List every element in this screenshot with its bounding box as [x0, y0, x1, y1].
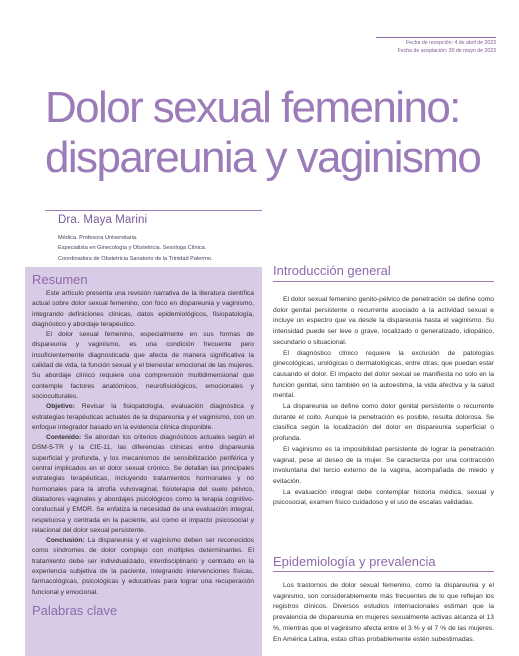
title-line-2: dispareunia y vaginismo — [45, 133, 481, 182]
intro-paragraph: El vaginismo es la imposibilidad persistente de lograr la penetración vaginal, pese al deseo de la mujer. Se caracteriza por una contracción involuntaria del tercio externo de la vagina, acompañada de miedo y evitación. — [273, 445, 494, 485]
conclusion-text: La dispareunia y el vaginismo deben ser reconocidos como síndromes de dolor complejo con múltiples determinantes. El tratamiento debe ser individualizado, interdisciplinario y centrado en la experiencia subjetiva de la paciente, integrando intervenciones físicas, farmacológicas, psicológicas y educativas para lograr una recuperación funcional y emocional. — [32, 537, 254, 596]
abstract-heading: Resumen — [32, 272, 88, 287]
author-affiliations — [58, 233, 213, 264]
objective-text: Revisar la fisiopatología, evaluación diagnóstica y estrategias terapéuticas actuales de la dispareunia y el vaginismo, con un enfoque integrador basado en la evidencia clínica disponible. — [32, 403, 254, 431]
abstract-content — [32, 433, 254, 536]
intro-paragraph: El dolor sexual femenino genito-pélvico de penetración se define como dolor genital persistente o recurrente asociado a la actividad sexual e incluye un espectro que va desde la dispareunia hasta el vaginismo. Su intensidad puede ser leve o grave, localizado o generalizado, idiopático, secundario o situacional. — [273, 296, 494, 346]
abstract-conclusion — [32, 536, 254, 598]
content-text: Se abordan los criterios diagnósticos actuales según el DSM-5-TR y la CIE-11, las diferencias clínicas entre dispareunia superficial y profunda, y los mecanismos de sensibilización periférica y central implicados en el dolor sexual crónico. Se detallan las principales estrategias terapéuticas, incluyendo tratamientos hormonales y no hormonales para la atrofia vulvovaginal, fisioterapia del suelo pélvico, dilatadores vaginales y abordajes psicológicos como la terapia cognitivo-conductual y EMDR. Se enfatiza la necesidad de una evaluación integral, respetuosa y centrada en la paciente, así como el impacto psicosocial y relacional del dolor sexual persistente. — [32, 434, 254, 534]
abstract-paragraph: Este artículo presenta una revisión narrativa de la literatura científica actual sobre dolor sexual femenino, con foco en dispareunia y vaginismo, integrando definiciones clínicas, datos epidemiológicos, fisiopatología, diagnóstico y abordaje terapéutico. — [32, 290, 254, 328]
intro-paragraph: El diagnóstico clínico requiere la exclusión de patologías ginecológicas, urológicas o dermatológicas, entre otras, que puedan estar causando el dolor. El impacto del dolor sexual se manifiesta no solo en la función genital, sino también en la autoestima, la vida afectiva y la salud mental. — [273, 349, 494, 400]
abstract-body — [32, 289, 254, 616]
intro-body — [273, 295, 494, 509]
objective-label: Objetivo: — [46, 403, 75, 411]
abstract-objective — [32, 402, 254, 433]
author-name: Dra. Maya Marini — [58, 214, 148, 226]
accepted-date: Fecha de aceptación: 30 de mayo de 2023 — [397, 47, 496, 54]
affiliation-line: Especialista en Ginecología y Obstetricia. Sexologa Clínica. — [58, 245, 207, 252]
epidemiology-heading-rule — [273, 571, 494, 572]
epidemiology-body — [273, 581, 494, 645]
epidemiology-paragraph: Los trastornos de dolor sexual femenino, como la dispareunia y el vaginismo, son considerablemente más frecuentes de lo que reflejan los registros clínicos. Diversos estudios internacionales estiman que la prevalencia de dispareunia en mujeres sexualmente activas alcanza el 13 %, mientras que el vaginismo afecta entre el 3 % y el 7 % de las mujeres. En América Latina, estas cifras probablemente estén subestimadas. — [273, 582, 494, 643]
epidemiology-heading: Epidemiología y prevalencia — [273, 554, 436, 569]
keywords-heading: Palabras clave — [32, 602, 118, 618]
intro-heading-rule — [273, 281, 494, 282]
intro-paragraph: La dispareunia se define como dolor genital persistente o recurrente durante el coito. Aunque la penetración es posible, resulta dolorosa. Se clasifica según la localización del dolor en dispareunia superficial o profunda. — [273, 403, 494, 443]
intro-heading: Introducción general — [273, 263, 391, 278]
publication-dates — [376, 40, 496, 56]
title-line-1: Dolor sexual femenino: — [45, 83, 460, 132]
affiliation-line: Coordinadora de Obstetricia Sanatorio de la Trinidad Palermo. — [58, 255, 213, 262]
intro-paragraph: La evaluación integral debe contemplar historia médica, sexual y psicosocial, examen físico cuidadoso y el uso de escalas validadas. — [273, 488, 494, 507]
abstract-box — [25, 267, 262, 656]
article-title — [45, 83, 515, 183]
abstract-paragraph: El dolor sexual femenino, especialmente en sus formas de dispareunia y vaginismo, es una condición frecuente pero insuficientemente diagnosticada que afecta de manera significativa la calidad de vida, la función sexual y el bienestar emocional de las mujeres. Su abordaje clínico requiere una comprensión multidimensional que contemple factores anatómicos, neurofisiológicos, emocionales y socioculturales. — [32, 331, 254, 400]
content-label: Contenido: — [46, 434, 82, 442]
title-divider — [45, 210, 262, 211]
received-date: Fecha de recepción: 4 de abril de 2023 — [406, 40, 496, 46]
conclusion-label: Conclusión: — [46, 537, 85, 545]
affiliation-line: Médica. Profesora Universitaria. — [58, 235, 138, 241]
header-rule — [376, 37, 496, 38]
